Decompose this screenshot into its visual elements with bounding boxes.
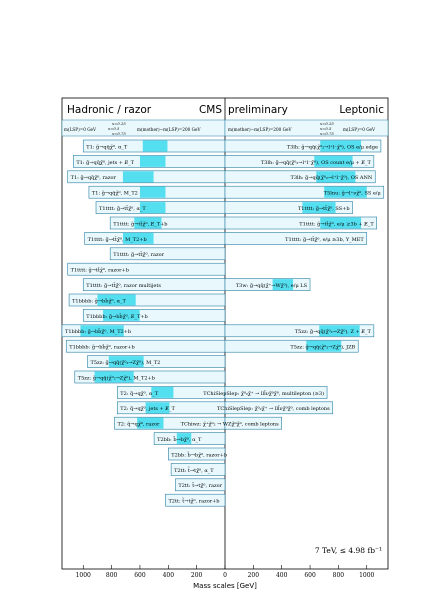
- left-label: T2: q̃→qχ̃⁰, razor: [117, 421, 160, 428]
- right-label: T1tttt: g̃→tt̄χ̃⁰, SS+b: [297, 206, 350, 212]
- x-axis-title: Mass scales [GeV]: [193, 582, 257, 590]
- left-label: T1: g̃→qq̄χ̃⁰, razor: [70, 175, 116, 182]
- right-label: T1tttt: g̃→tt̄χ̃⁰, e/μ ≥3b + E̸_T: [299, 221, 374, 228]
- left-label: T2bb: b̃→bχ̃⁰, razor+b: [171, 452, 228, 459]
- x-legend-left-mid: x=0.5: [108, 126, 120, 131]
- left-label: T2: q̃→qχ̃⁰, jets + E̸_T: [120, 406, 175, 413]
- left-band: [140, 187, 166, 198]
- tick-label: 800: [105, 572, 118, 579]
- heading-preliminary: preliminary: [228, 104, 288, 116]
- left-band: [143, 141, 168, 152]
- left-label: T1bbbb: g̃→bb̄χ̃⁰, E̸_T+b: [86, 313, 148, 320]
- right-label: T5lnu: g̃→l⁺νχ̃⁰, SS e/μ: [323, 190, 381, 197]
- tick-label: 400: [162, 572, 175, 579]
- heading-right: Leptonic: [339, 104, 384, 116]
- x-legend-right-top: x=0.25: [320, 121, 334, 126]
- left-label: T1bbbb: g̃→bb̄χ̃⁰, M_T2+b: [65, 329, 132, 336]
- left-bars: [62, 140, 227, 506]
- tick-label: 200: [190, 572, 203, 579]
- tick-label: 400: [275, 572, 288, 579]
- condition-right-2: m(LSP)=0 GeV: [343, 127, 376, 132]
- left-label: T1: g̃→qq̄χ̃⁰, M_T2: [91, 190, 138, 197]
- left-label: T5zz: g̃→qq̄(χ̃⁰₂→Zχ̃⁰), M_T2: [90, 360, 161, 366]
- right-label: T3lh: g̃→qq̄(χ̃⁰₂→l⁺l⁻χ̃⁰), OS e/μ edge: [286, 144, 378, 151]
- condition-left: m(LSP)=0 GeV: [64, 127, 97, 132]
- left-label: T2: q̃→qχ̃⁰, α_T: [120, 390, 159, 397]
- right-label: T3lh: g̃→qq̄(χ̃⁰₂→l⁺l⁻χ̃⁰), OS ANN: [290, 175, 373, 182]
- left-label: T1: g̃→qq̄χ̃⁰, jets + E̸_T: [76, 159, 135, 166]
- left-label: T5zz: g̃→qq̄(χ̃⁰₂→Zχ̃⁰), M_T2+b: [77, 375, 155, 382]
- tick-label: 0: [223, 572, 227, 579]
- x-axis-ticks: [76, 565, 375, 579]
- left-label: T2tt: t̃→tχ̃⁰, razor: [178, 483, 223, 490]
- heading-cms: CMS: [198, 104, 222, 116]
- annotation-lumi: 7 TeV, ≤ 4.98 fb⁻¹: [314, 546, 382, 555]
- tick-label: 1000: [359, 572, 375, 579]
- left-label: T1tttt: g̃→tt̄χ̃⁰, razor+b: [70, 267, 129, 274]
- tick-label: 600: [134, 572, 146, 579]
- right-label: T1tttt: g̃→tt̄χ̃⁰, e/μ ≥3b, Y_MET: [285, 236, 364, 243]
- tick-label: 800: [332, 572, 345, 579]
- right-label: TChiwz: χ̃⁺χ̃⁰₂ → WZχ̃⁰χ̃⁰, comb leptons: [180, 421, 279, 428]
- left-label: T2tt: t̃→tχ̃⁰, α_T: [174, 467, 214, 474]
- right-label: T5zz: g̃→qq̄(χ̃⁰₂→Zχ̃⁰), Z + E̸_T: [294, 329, 371, 336]
- x-legend-right-mid: x=0.5: [320, 126, 332, 131]
- mass-condition-banner: [62, 120, 388, 136]
- left-label: T1bbbb: g̃→bb̄χ̃⁰, razor+b: [69, 344, 135, 351]
- tick-label: 1000: [75, 572, 91, 579]
- right-label: TChiSlepSlep: χ̃⁰₂χ̃⁺ → lll̄νχ̃⁰χ̃⁰, comb leptons: [217, 406, 330, 413]
- condition-right: m(mother)−m(LSP)=200 GeV: [228, 127, 292, 132]
- right-label: T3lh: g̃→qq̄(χ̃⁰₂→l⁺l⁻χ̃⁰), OS count e/μ + E̸_T: [260, 159, 371, 166]
- heading-left: Hadronic / razor: [67, 104, 152, 116]
- x-legend-left-bot: x=0.75: [112, 131, 126, 136]
- right-label: T3w: g̃→qq̄(χ̃⁺→Wχ̃⁰), e/μ LS: [235, 283, 308, 289]
- left-label: T2tt: t̃→tχ̃⁰, razor+b: [168, 498, 220, 505]
- left-label: T1bbbb: g̃→bb̄χ̃⁰, α_T: [72, 298, 126, 305]
- x-legend-right-bot: x=0.75: [320, 131, 334, 136]
- right-label: T5zz: g̃→qq̄(χ̃⁰₂→Zχ̃⁰), JZB: [290, 344, 356, 351]
- left-label: T2bb: b̃→bχ̃⁰, α_T: [157, 437, 202, 443]
- x-legend-left-top: x=0.25: [112, 121, 126, 126]
- left-label: T1tttt: g̃→tt̄χ̃⁰, M_T2+b: [87, 236, 147, 243]
- left-band: [123, 171, 154, 182]
- left-band: [140, 156, 166, 167]
- right-label: TChiSlepSlep: χ̃⁰₂χ̃⁺ → lll̄νχ̃⁰χ̃⁰, multilepton (≥3): [203, 390, 325, 397]
- left-label: T1: g̃→qq̄χ̃⁰, α_T: [86, 144, 128, 151]
- tick-label: 200: [247, 572, 260, 579]
- condition-left-2: m(mother)−m(LSP)=200 GeV: [137, 127, 201, 132]
- left-label: T1tttt: g̃→tt̄χ̃⁰, E̸_T+b: [113, 221, 168, 228]
- left-label: T1tttt: g̃→tt̄χ̃⁰, razor: [113, 252, 165, 259]
- tick-label: 600: [304, 572, 316, 579]
- left-label: T1tttt: g̃→tt̄χ̃⁰, α_T: [99, 206, 146, 212]
- left-label: T1tttt: g̃→tt̄χ̃⁰, razor multijets: [86, 283, 161, 289]
